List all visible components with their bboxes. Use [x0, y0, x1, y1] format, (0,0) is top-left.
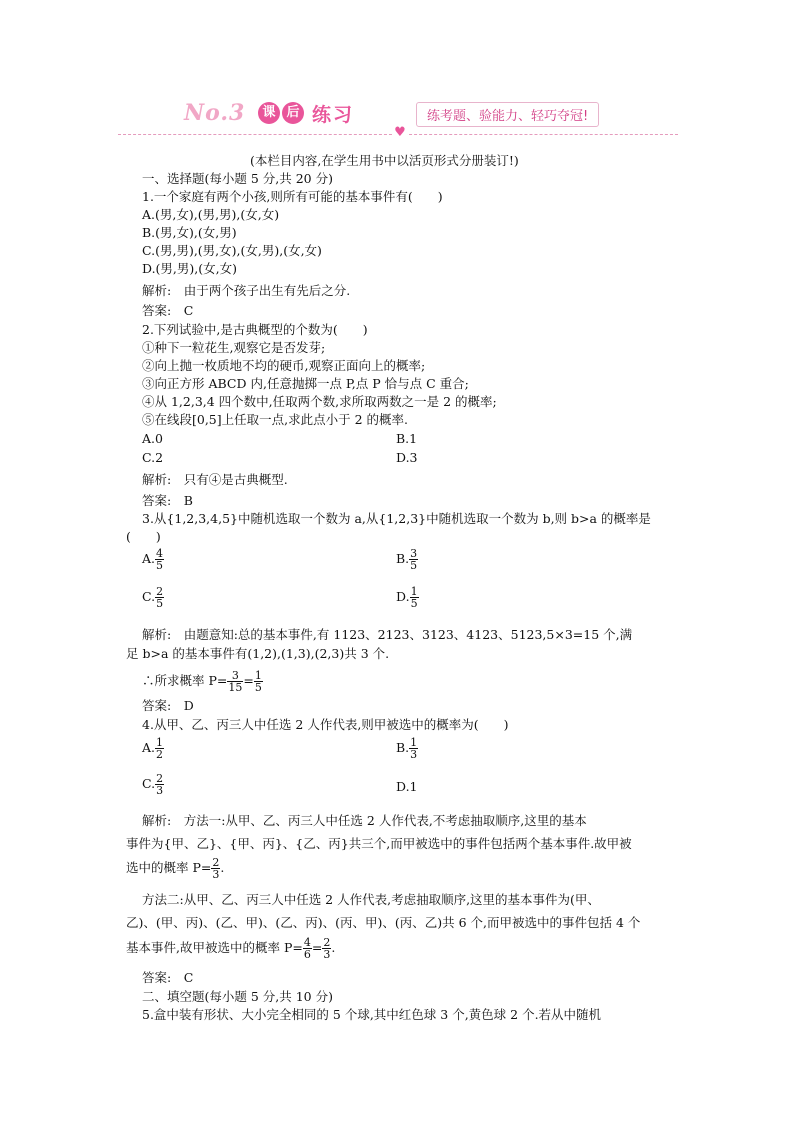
- q2-item-1: ①种下一粒花生,观察它是否发芽;: [142, 340, 326, 355]
- fraction: [409, 737, 418, 760]
- q4-option-b: [396, 737, 418, 760]
- fraction: [410, 586, 419, 609]
- numerator: 2: [156, 772, 164, 785]
- q2-item-5: ⑤在线段[0,5]上任取一点,求此点小于 2 的概率.: [142, 412, 408, 427]
- fraction: [322, 937, 331, 960]
- line-suffix: .: [331, 940, 336, 955]
- q4-method2-line-2: 乙)、(甲、丙)、(乙、甲)、(乙、丙)、(丙、甲)、(丙、乙)共 6 个,而甲被选中的事件包括 4 个: [126, 915, 641, 930]
- notice: (本栏目内容,在学生用书中以活页形式分册装订!): [250, 153, 519, 168]
- no-label: No.3: [184, 100, 246, 126]
- q5-stem: 5.盒中装有形状、大小完全相同的 5 个球,其中红色球 3 个,黄色球 2 个.若从中随机: [142, 1007, 602, 1022]
- q3-option-d: [396, 586, 419, 609]
- q3-option-b: [396, 548, 418, 571]
- denominator: 3: [323, 948, 331, 961]
- numerator: 2: [323, 936, 331, 949]
- q1-analysis: 解析: 由于两个孩子出生有先后之分.: [142, 283, 351, 298]
- q4-stem: 4.从甲、乙、丙三人中任选 2 人作代表,则甲被选中的概率为( ): [142, 717, 509, 732]
- section-word: 练习: [312, 104, 355, 126]
- numerator: 1: [410, 736, 418, 749]
- fraction: [155, 737, 164, 760]
- denominator: 3: [410, 748, 418, 761]
- denominator: 5: [254, 681, 262, 694]
- q2-stem: 2.下列试验中,是古典概型的个数为( ): [142, 322, 368, 337]
- q3-stem: 3.从{1,2,3,4,5}中随机选取一个数为 a,从{1,2,3}中随机选取一个数为 b,则 b>a 的概率是( ): [126, 511, 651, 544]
- slogan-box: 练考题、验能力、轻巧夺冠!: [416, 102, 599, 127]
- numerator: 3: [227, 670, 243, 682]
- option-label: C.: [142, 776, 156, 791]
- numerator: 3: [410, 547, 418, 560]
- q2-item-3: ③向正方形 ABCD 内,任意抛掷一点 P,点 P 恰与点 C 重合;: [142, 376, 469, 391]
- q2-option-d: D.3: [396, 450, 418, 465]
- denominator: 5: [410, 597, 418, 610]
- section2-title: 二、填空题(每小题 5 分,共 10 分): [142, 989, 333, 1004]
- header-circle-2: 后: [282, 102, 304, 124]
- heart-icon: ♥: [394, 125, 406, 140]
- section1-title: 一、选择题(每小题 5 分,共 20 分): [142, 171, 333, 186]
- line-suffix: .: [220, 860, 225, 875]
- q3-result: [142, 670, 263, 693]
- q4-method1-line-3: [126, 857, 224, 880]
- q1-option-c: C.(男,男),(男,女),(女,男),(女,女): [142, 243, 322, 258]
- numerator: 1: [156, 736, 164, 749]
- header-circle-1: 课: [258, 102, 280, 124]
- q1-option-b: B.(男,女),(女,男): [142, 225, 237, 240]
- fraction: [409, 548, 418, 571]
- option-label: C.: [142, 589, 156, 604]
- fraction: [227, 670, 243, 693]
- denominator: 3: [156, 784, 164, 797]
- result-prefix: ∴所求概率 P=: [142, 673, 228, 688]
- q4-option-d: D.1: [396, 779, 418, 794]
- denominator: 3: [212, 868, 220, 881]
- q2-option-b: B.1: [396, 431, 418, 446]
- fraction: [155, 586, 164, 609]
- option-label: B.: [396, 740, 410, 755]
- q4-option-a: [142, 737, 164, 760]
- numerator: 2: [212, 856, 220, 869]
- line-prefix: 选中的概率 P=: [126, 860, 212, 875]
- numerator: 1: [254, 669, 262, 682]
- option-label: B.: [396, 551, 410, 566]
- q2-option-c: C.2: [142, 450, 164, 465]
- fraction: [303, 937, 312, 960]
- denominator: 5: [156, 559, 164, 572]
- numerator: 1: [410, 585, 418, 598]
- denominator: 2: [156, 748, 164, 761]
- q2-answer: 答案: B: [142, 493, 193, 508]
- q2-item-4: ④从 1,2,3,4 四个数中,任取两个数,求所取两数之一是 2 的概率;: [142, 394, 497, 409]
- q2-item-2: ②向上抛一枚质地不均的硬币,观察正面向上的概率;: [142, 358, 426, 373]
- q4-option-c: [142, 773, 164, 796]
- option-label: A.: [142, 551, 156, 566]
- q3-analysis-line-2: 足 b>a 的基本事件有(1,2),(1,3),(2,3)共 3 个.: [126, 646, 390, 661]
- q3-answer: 答案: D: [142, 698, 194, 713]
- q4-answer: 答案: C: [142, 970, 194, 985]
- fraction: [211, 857, 220, 880]
- equals-sign: =: [243, 673, 254, 688]
- q3-analysis-line-1: 解析: 由题意知:总的基本事件,有 1123、2123、3123、4123、5123,5×3=15 个,满: [142, 627, 633, 642]
- option-label: A.: [142, 740, 156, 755]
- line-prefix: 基本事件,故甲被选中的概率 P=: [126, 940, 303, 955]
- q3-option-c: [142, 586, 164, 609]
- fraction: [254, 670, 263, 693]
- q1-option-a: A.(男,女),(男,男),(女,女): [142, 207, 280, 222]
- q1-stem: 1.一个家庭有两个小孩,则所有可能的基本事件有( ): [142, 189, 443, 204]
- q2-option-a: A.0: [142, 431, 163, 446]
- fraction: [155, 548, 164, 571]
- denominator: 6: [303, 948, 311, 961]
- option-label: D.: [396, 589, 410, 604]
- numerator: 2: [156, 585, 164, 598]
- section-header: [118, 96, 678, 140]
- q3-option-a: [142, 548, 164, 571]
- fraction: [155, 773, 164, 796]
- q2-analysis: 解析: 只有④是古典概型.: [142, 472, 288, 487]
- denominator: 5: [410, 559, 418, 572]
- numerator: 4: [156, 547, 164, 560]
- q4-method1-line-1: 解析: 方法一:从甲、乙、丙三人中任选 2 人作代表,不考虑抽取顺序,这里的基本: [142, 813, 587, 828]
- equals-sign: =: [311, 940, 323, 955]
- q1-option-d: D.(男,男),(女,女): [142, 261, 237, 276]
- q4-method2-line-1: 方法二:从甲、乙、丙三人中任选 2 人作代表,考虑抽取顺序,这里的基本事件为(甲、: [142, 892, 600, 907]
- q1-answer: 答案: C: [142, 303, 194, 318]
- denominator: 5: [156, 597, 164, 610]
- q4-method2-line-3: [126, 937, 335, 960]
- numerator: 4: [303, 936, 311, 949]
- q4-method1-line-2: 事件为{甲、乙}、{甲、丙}、{乙、丙}共三个,而甲被选中的事件包括两个基本事件.故甲被: [126, 836, 632, 851]
- denominator: 15: [228, 681, 243, 694]
